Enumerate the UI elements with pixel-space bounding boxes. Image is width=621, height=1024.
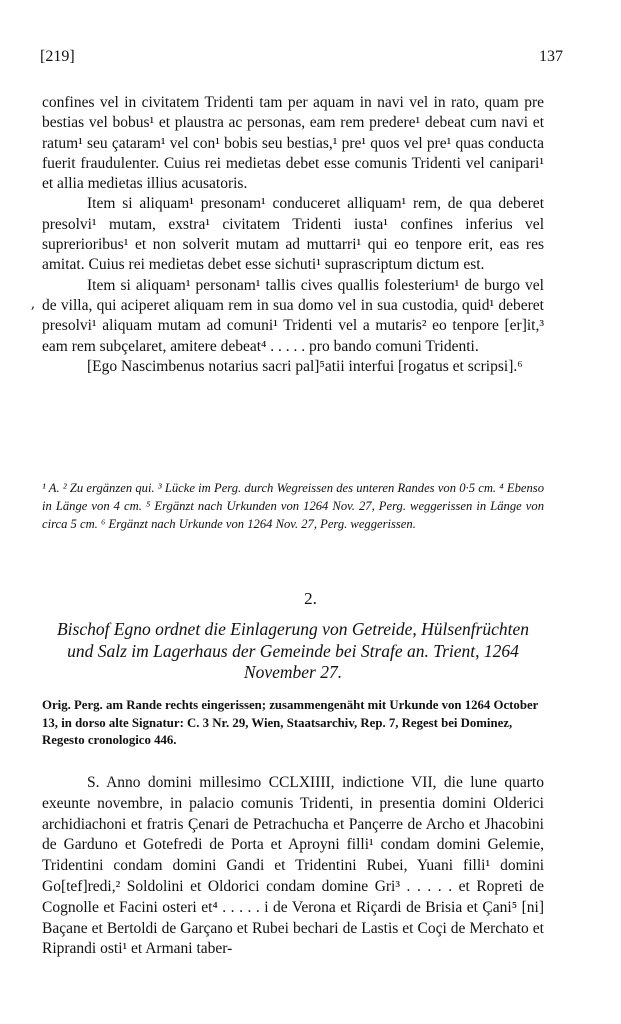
paragraph-3: Item si aliquam¹ personam¹ tallis cives quallis folesterium¹ de burgo vel de villa, qui aciperet aliquam rem in sua domo vel in sua custodia, quid¹ deberet presolvi¹ aliquam mutam ad comuni¹ Tridenti vel a mutaris² eo tenpore [er]it,³ eam rem subçelaret, amitere debeat⁴ . . . . . pro bando comuni Tridenti. [42,276,544,355]
margin-mark: ʼ [30,305,35,321]
paragraph-2: Item si aliquam¹ presonam¹ conduceret alliquam¹ rem, de qua deberet presolvi¹ mutam, exstra¹ civitatem Tridenti iusta¹ confines inferius vel suprerioribus¹ et non solverit mutam ad muttarri¹ qui eo tenpore erit, eas res amitat. Cuius rei medietas debet esse sichuti¹ suprascriptum dictum est. [42,195,544,274]
paragraph-4: [Ego Nascimbenus notarius sacri pal]⁵atii interfui [rogatus et scripsi].⁶ [87,357,523,375]
document-text [42,773,544,960]
bracketed-page-number: [219] [40,48,75,65]
page-header [40,48,563,70]
document-title: Bischof Egno ordnet die Einlagerung von Getreide, Hülsenfrüchten und Salz im Lagerhaus der Gemeinde bei Strafe an. Trient, 1264 November 27. [56,619,530,682]
metadata-text: Orig. Perg. am Rande rechts eingerissen; zusammengenäht mit Urkunde von 1264 October 13, in dorso alte Signatur: C. 3 Nr. 29, Wien, Staatsarchiv, Rep. 7, Regest bei Dominez, Regesto cronologico 446. [42,698,539,747]
document-paragraph: S. Anno domini millesimo CCLXIIII, indictione VII, die lune quarto exeunte novembre, in palacio comunis Tridenti, in presentia domini Olderici archidiachoni et fratris Çenari de Petrachucha et Pançerre de Archo et Jhacobini de Garduno et Gotefredi de Porta et Aproyni filli¹ condam domini Gelemie, Tridentini condam domini Gandi et Tridentini Rubei, Yuani filli¹ domini Go[tef]redi,² Soldolini et Oldorici condam domine Gri³ . . . . . et Ropreti de Cognolle et Facini osteri et⁴ . . . . . i de Verona et Riçardi de Brisia et Çani⁵ [ni] Baçane et Bertoldi de Garçano et Rubei bechari de Lastis et Coçi de Merchato et Riprandi osti¹ et Armani taber- [42,774,544,958]
document-metadata [42,697,544,750]
body-text [42,93,544,377]
page-number: 137 [539,48,563,65]
footnotes [42,479,544,533]
section-number: 2. [304,589,317,608]
paragraph-1: confines vel in civitatem Tridenti tam per aquam in navi vel in rato, quam pre bestias vel bobus¹ et plaustra ac personas, eam rem predere¹ debeat cum navi et ratum¹ seu çataram¹ vel con¹ bobis seu bestias,¹ pre¹ quos vel pre¹ quas conducta fuerit fraudulenter. Cuius rei medietas debet esse comunis Tridenti vel canipari¹ et allia medietas illius acusatoris. [42,94,544,193]
footnotes-text: ¹ A. ² Zu ergänzen qui. ³ Lücke im Perg. durch Wegreissen des unteren Randes von 0·5 cm. ⁴ Ebenso in Länge von 4 cm. ⁵ Ergänzt nach Urkunden von 1264 Nov. 27, Perg. weggerissen in Länge von circa 5 cm. ⁶ Ergänzt nach Urkunde von 1264 Nov. 27, Perg. weggerissen. [42,481,544,531]
